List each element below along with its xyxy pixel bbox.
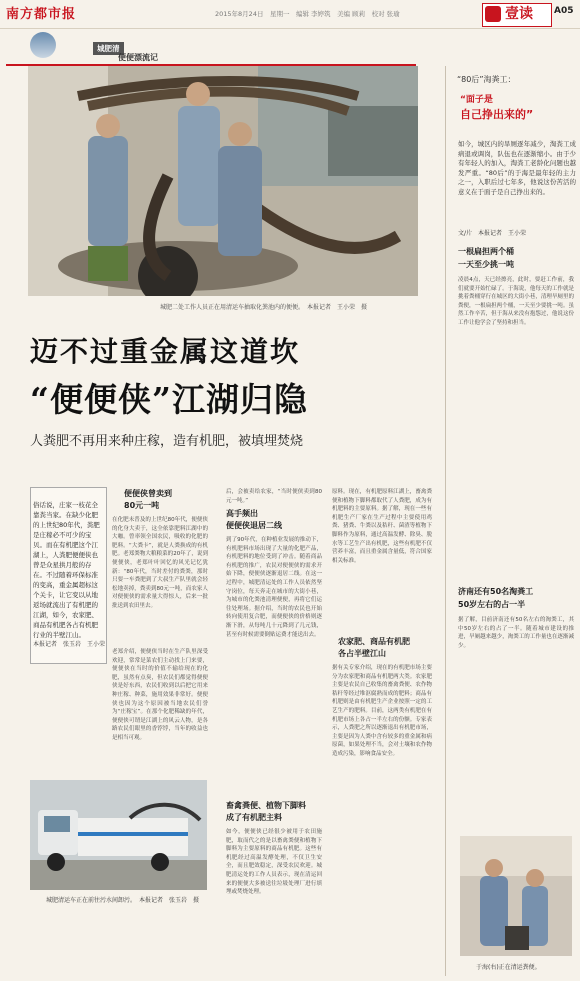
sidebar-subhead-1b: 一天至少挑一吨 — [458, 260, 514, 269]
sidebar-subhead-1a: 一根扁担两个桶 — [458, 247, 514, 256]
subhead-market-2: 各占半壁江山 — [338, 649, 386, 658]
column-divider — [445, 66, 446, 976]
main-photo — [28, 66, 418, 296]
column-avatar — [30, 32, 56, 58]
worker-illustration — [460, 836, 572, 956]
headline-line2: “便便侠”江湖归隐 — [30, 380, 308, 419]
newspaper-logo: 南方都市报 — [6, 7, 77, 22]
issue-meta: 2015年8月24日 星期一 编辑 李婷筑 美编 顾莉 校对 张瑜 — [215, 10, 400, 18]
subhead-price-1: 便便侠曾卖到 — [124, 489, 172, 498]
col4-body-1: 原料。现在，有机肥原料江湖上，畜禽粪便和植物下脚料都取代了人粪肥，成为有机肥料的主要原料。据了解，现在一些有机肥生产厂家在生产过程中主要使用鸡粪、猪粪、牛粪以及秸秆、菌渣等植物下脚料作为原料，通过高温发酵、除臭、脱水等工艺生产出有机肥，这些有机肥不仅营养丰富，而且重金属含量低，符合国家相关标准。 — [332, 489, 432, 564]
col2-body-1: 在化肥未普及的上世纪80年代，便便侠的化身大卖于，这全依靠肥料江湖中的大咖。曾率领全国农民，吸收的化肥的肥料。“大粪卡”，就是人粪换成的有机肥。老郑粪物大粮粮菜的20年了，说到便便侠，老郑叶叶回忆的风光记忆犹新：“80年代，当时差付的粪粪，那时只要一车粪肥到了大叔生产队里就会轻松地卖掉，粪卖到80元一吨，而农家人对便便侠的需求量大得惊人，后来一批批送到农田里去。 — [112, 517, 208, 609]
sidebar-quote-line2: 自己挣出来的” — [460, 108, 534, 121]
col4-body-2: 据有关专家介绍，现在的有机肥市场主要分为农家肥和商品有机肥两大类。农家肥主要是农民自己收集的畜禽粪便、农作物秸秆等经过堆沤腐熟而成的肥料；商品有机肥则是由有机肥生产企业按照一定的工艺生产的肥料。目前，这两类有机肥在有机肥市场上各占一半左右的份额。专家表示，人粪肥之所以逐渐退出有机肥市场，主要是因为人粪中含有较多的重金属和病原菌，如果处理不当，会对土壤和农作物造成污染，影响食品安全。 — [332, 665, 432, 757]
column-title: 便便漂流记 — [118, 53, 158, 62]
headline-line1: 迈不过重金属这道坎 — [30, 335, 301, 368]
sidebar-subhead-2a: 济南还有50名淘粪工 — [458, 587, 534, 596]
col3-body-2: 如今，便便侠已经很少被用于农田施肥，取而代之的是以畜禽粪便和植物下脚料为主要原料的商品有机肥。这些有机肥经过高温发酵处理，不仅卫生安全，而且肥效稳定，深受农民欢迎。城肥清运处的工作人员表示，现在清运回来的便便大多被送往垃圾处理厂进行填埋或焚烧处理。 — [226, 829, 322, 896]
sidebar-quote-line1: “面子是 — [460, 95, 493, 105]
subheadline: 人粪肥不再用来种庄稼，造有机肥，被填埋焚烧 — [30, 434, 304, 449]
col3-body: 到了90年代，在种植业发展的推动下，有机肥料市场出现了大量的化肥产品，有机肥料的地位受到了冲击。随着商品有机肥的推广，农民对便便侠的需求开始下降，便便侠逐渐退居二线。在这一过程中，城肥清运处的工作人员依然坚守岗位，每天奔走在城市的大街小巷，为城市的化粪池清理便便，再将它们运往处理场。据介绍，当时的农民也开始转向使用复合肥，而便便侠的价格则逐渐下滑，从每吨几十元降到了几元钱，甚至有时候需要倒贴运费才能送出去。 — [226, 537, 322, 638]
page-number: A05 — [554, 6, 574, 16]
sidebar-intro: 如今，城区内的旱厕逐年减少，淘粪工成病退或调岗，队伍也在逐渐缩小。由于少有年轻人的加入，淘粪工老龄化问题也越发严重。“80后”的于海是最年轻的主力之一，入职后过七年多，他说这份苦活的意义在于面子是自己挣出来的。 — [458, 140, 576, 196]
workers-hose-illustration — [28, 66, 418, 296]
sidebar-photo — [460, 836, 572, 956]
sidebar-photo-caption: 于海(右)正在清运粪便。 — [476, 964, 541, 971]
subhead-ingredients-1: 畜禽粪便、植物下脚料 — [226, 801, 306, 810]
lead-text: 俗话说，庄家一枝花全靠粪当家。在缺少化肥的上世纪80年代，粪肥是庄稼必不可少的宝贝。而在有机肥这个江湖上，人粪肥便便侠也曾是众星拱月般的存在。不过随着环保标准的变高，重金属超标这个关卡，让它变以从地返场就流出了有机肥的江湖，如今，农家肥、商品有机肥各占有机肥行业的半壁江山。 — [33, 501, 100, 639]
subhead-masters-2: 便便侠退居二线 — [226, 521, 282, 530]
subhead-price-2: 80元一吨 — [124, 501, 160, 510]
col3-intro: 后，会被卖给农家，“当时便侠卖到80元一吨。” — [226, 489, 322, 504]
lead-byline: 本报记者 张玉岩 王小荣 — [33, 641, 106, 648]
column-name: 城肥清 — [93, 42, 124, 55]
truck-photo-caption: 城肥清运车正在前往污水间卸污。 本报记者 张玉岩 摄 — [46, 897, 200, 904]
subhead-ingredients-2: 成了有机肥主料 — [226, 813, 282, 822]
truck-photo — [30, 780, 207, 890]
subhead-masters-1: 高手频出 — [226, 509, 258, 518]
sidebar-kicker: “80后”淘粪工： — [457, 75, 516, 84]
subhead-market-1: 农家肥、商品有机肥 — [338, 637, 410, 646]
section-mark-icon — [485, 6, 501, 22]
main-photo-caption: 城肥二处工作人员正在用清运车抽取化粪池内的便便。 本报记者 王小荣 摄 — [160, 304, 368, 311]
sidebar-subhead-2b: 50岁左右的占一半 — [458, 600, 526, 609]
sidebar-body-2: 据了解，目前济南还有50名左右的淘粪工，其中50岁左右的占了一半。随着城市建设的推进，旱厕越来越少，淘粪工的工作量也在逐渐减少。 — [458, 617, 574, 649]
sidebar-body-1: 凌晨4点，天已经擦亮，此时，要赶工作前，我们就要开始忙碌了。于海说，他每天的工作就是挑着粪桶穿行在城区的大街小巷，清理旱厕里的粪便，一根扁担两个桶，一天至少要挑一吨。虽然工作辛苦，但于海从来没有抱怨过，他说这份工作让他学会了坚持和担当。 — [458, 277, 574, 326]
sidebar-byline: 文/片 本报记者 王小荣 — [458, 230, 527, 237]
truck-illustration — [30, 780, 207, 890]
section-name: 壹读 — [505, 6, 533, 22]
col2-body-2: 老郑介绍，便便侠当时在生产队里深受欢迎，常常是菜农们主动找上门来要，便便侠在当时的价值不输给现在的化肥，虽然有点臭，但农民们都觉得便便侠是好东西，农民们收到以后把它用来种庄稼、种菜，施用效果非常好。便便侠也因为这个原因被当地农民们誉为“庄稼宝”。在那个化肥稀缺的年代，便便侠可谓是江湖上的风云人物，是各路农民们眼里的香饽饽，当年的收益也是相当可观。 — [112, 649, 208, 741]
